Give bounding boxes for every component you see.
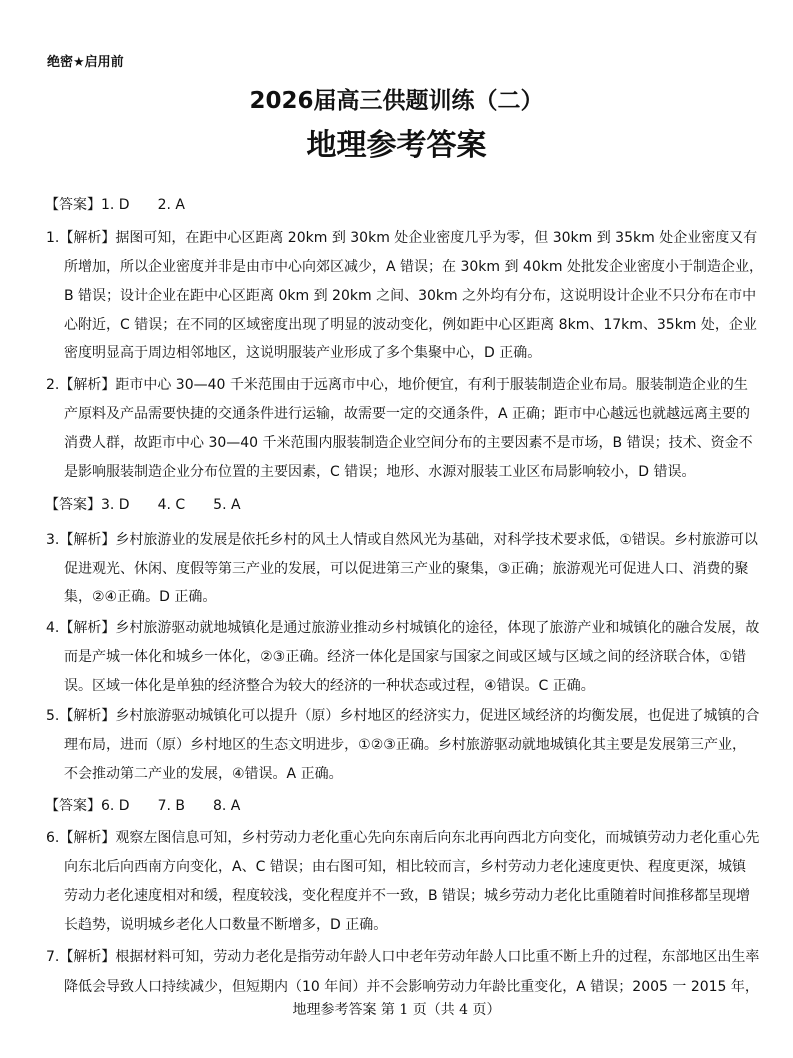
text-line: 消费人群，故距市中心 30—40 千米范围内服装制造企业空间分布的主要因素不是市场，B 错误；技术、资金不 [64, 435, 753, 451]
text-line: 所增加，所以企业密度并非是由市中心向郊区减少，A 错误；在 30km 到 40km 处批发企业密度小于制造企业， [64, 259, 763, 275]
text-line: 心附近，C 错误；在不同的区域密度出现了明显的波动变化，例如距中心区距离 8km、17km、35km 处，企业 [64, 317, 757, 333]
text-line: 7.【解析】根据材料可知，劳动力老化是指劳动年龄人口中老年劳动年龄人口比重不断上升的过程，东部地区出生率 [46, 949, 760, 965]
text-line: 而是产城一体化和城乡一体化，②③正确。经济一体化是国家与国家之间或区域与区域之间的经济联合体，①错 [64, 649, 746, 665]
text-line: 【答案】1. D 2. A [45, 197, 185, 213]
text-line: 误。区域一体化是单独的经济整合为较大的经济的一种状态或过程，④错误。C 正确。 [64, 678, 595, 694]
text-line: 促进观光、休闲、度假等第三产业的发展，可以促进第三产业的聚集，③正确；旅游观光可促进人口、消费的聚 [64, 561, 749, 577]
text-line: 劳动力老化速度相对和缓，程度较浅，变化程度并不一致，B 错误；城乡劳动力老化比重随着时间推移都呈现增 [64, 888, 751, 904]
text-line: 不会推动第二产业的发展，④错误。A 正确。 [64, 766, 343, 782]
text-line: 降低会导致人口持续减少，但短期内（10 年间）并不会影响劳动力年龄比重变化，A 错误；2005 一 2015 年， [64, 979, 759, 995]
text-line: 向东北后向西南方向变化，A、C 错误；由右图可知，相比较而言，乡村劳动力老化速度更快、程度更深，城镇 [64, 859, 746, 875]
text-line: 集，②④正确。D 正确。 [64, 589, 217, 605]
text-line: 1.【解析】据图可知，在距中心区距离 20km 到 30km 处企业密度几乎为零，但 30km 到 35km 处企业密度又有 [46, 230, 758, 246]
text-line: 3.【解析】乡村旅游业的发展是依托乡村的风土人情或自然风光为基础，对科学技术要求低，①错误。乡村旅游可以 [46, 532, 758, 548]
confidential-label: 绝密★启用前 [47, 55, 124, 70]
text-line: 密度明显高于周边相邻地区，这说明服装产业形成了多个集聚中心，D 正确。 [64, 345, 542, 361]
page-title: 地理参考答案 [306, 128, 487, 163]
text-line: 【答案】3. D 4. C 5. A [45, 497, 241, 513]
text-line: 2.【解析】距市中心 30—40 千米范围由于远离市中心，地价便宜，有利于服装制造企业布局。服装制造企业的生 [46, 377, 748, 393]
text-line: 4.【解析】乡村旅游驱动就地城镇化是通过旅游业推动乡村城镇化的途径，体现了旅游产业和城镇化的融合发展，故 [46, 620, 760, 636]
text-line: 6.【解析】观察左图信息可知，乡村劳动力老化重心先向东南后向东北再向西北方向变化，而城镇劳动力老化重心先 [46, 830, 760, 846]
exam-title: 2026届高三供题训练（二） [249, 88, 544, 114]
text-line: 【答案】6. D 7. B 8. A [45, 798, 241, 814]
text-line: B 错误；设计企业在距中心区距离 0km 到 20km 之间、30km 之外均有分布，这说明设计企业不只分布在市中 [64, 288, 757, 304]
text-line: 是影响服装制造企业分布位置的主要因素，C 错误；地形、水源对服装工业区布局影响较小，D 错误。 [64, 464, 696, 480]
page-footer: 地理参考答案 第 1 页（共 4 页） [292, 1002, 501, 1018]
text-line: 产原料及产品需要快捷的交通条件进行运输，故需要一定的交通条件，A 正确；距市中心越远也就越远离主要的 [64, 406, 751, 422]
text-line: 理布局，进而（原）乡村地区的生态文明进步，①②③正确。乡村旅游驱动就地城镇化其主要是发展第三产业， [64, 737, 746, 753]
text-line: 5.【解析】乡村旅游驱动城镇化可以提升（原）乡村地区的经济实力，促进区域经济的均衡发展，也促进了城镇的合 [46, 708, 760, 724]
text-line: 长趋势，说明城乡老化人口数量不断增多，D 正确。 [64, 917, 388, 933]
